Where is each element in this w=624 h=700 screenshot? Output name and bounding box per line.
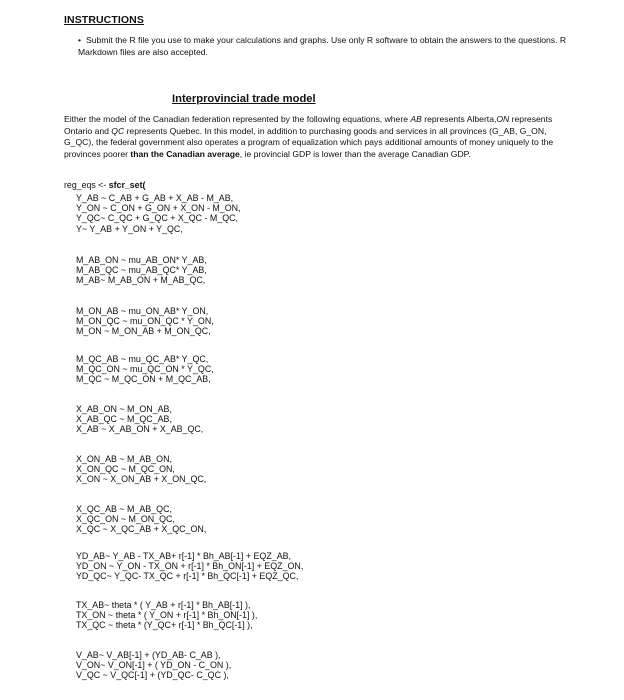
- model-intro-paragraph: [64, 114, 564, 160]
- equation-block: [76, 600, 257, 631]
- equation-line: M_ON ~ M_ON_AB + M_ON_QC,: [76, 326, 211, 337]
- intro-text-3: represents Ontario and: [64, 114, 553, 136]
- equation-line: X_ON ~ X_ON_AB + X_ON_QC,: [76, 474, 207, 485]
- instructions-bullet-text: Submit the R file you use to make your calculations and graphs. Use only R software to obtain the answers to the questions. R Markdown files are also accepted.: [78, 35, 567, 57]
- intro-text-2: represents Alberta,: [421, 114, 497, 124]
- equation-block: [76, 504, 206, 535]
- equation-line: M_AB_QC ~ mu_AB_QC* Y_AB,: [76, 265, 207, 276]
- equation-block: [76, 354, 214, 385]
- equation-line: TX_AB~ theta * ( Y_AB + r[-1] * Bh_AB[-1] ),: [76, 600, 251, 610]
- equation-line: X_QC ~ X_QC_AB + X_QC_ON,: [76, 524, 207, 535]
- code-assign: reg_eqs <-: [64, 180, 109, 190]
- intro-text-5: , ie provincial GDP is lower than the average Canadian GDP.: [239, 148, 471, 159]
- equation-line: X_ON_AB ~ M_AB_ON,: [76, 454, 172, 464]
- equation-line: V_ON~ V_ON[-1] + ( YD_ON - C_ON ),: [76, 660, 232, 671]
- bullet-icon: •: [78, 35, 82, 45]
- equation-block: [76, 193, 240, 234]
- equation-block: [76, 255, 207, 286]
- equation-line: M_ON_AB ~ mu_ON_AB* Y_ON,: [76, 306, 209, 316]
- equation-line: X_QC_AB ~ M_AB_QC,: [76, 504, 172, 514]
- equation-line: YD_ON ~ Y_ON - TX_ON + r[-1] * Bh_ON[-1] + EQZ_ON,: [76, 561, 304, 572]
- equation-line: X_AB ~ X_AB_ON + X_AB_QC,: [76, 424, 204, 435]
- equation-block: [76, 454, 206, 485]
- intro-text-1: Either the model of the Canadian federation represented by the following equations, where: [64, 114, 411, 124]
- equation-block: [76, 306, 214, 337]
- equation-block: [76, 650, 231, 681]
- equation-block: [76, 404, 203, 435]
- model-title: Interprovincial trade model: [172, 93, 316, 105]
- intro-bold-text: than the Canadian average: [130, 148, 240, 159]
- equation-line: X_ON_QC ~ M_QC_ON,: [76, 464, 175, 475]
- equation-line: X_AB_QC ~ M_QC_AB,: [76, 414, 172, 425]
- equation-line: Y_AB ~ C_AB + G_AB + X_AB - M_AB,: [76, 193, 234, 203]
- equation-line: Y_QC~ C_QC + G_QC + X_QC - M_QC,: [76, 213, 239, 224]
- equation-line: YD_AB~ Y_AB - TX_AB+ r[-1] * Bh_AB[-1] + EQZ_AB,: [76, 551, 291, 561]
- equation-line: X_QC_ON ~ M_ON_QC,: [76, 514, 175, 525]
- code-function-name: sfcr_set(: [108, 180, 146, 190]
- equation-line: M_AB_ON ~ mu_AB_ON* Y_AB,: [76, 255, 207, 265]
- intro-on: ON: [496, 114, 510, 124]
- equation-line: TX_ON ~ theta * ( Y_ON + r[-1] * Bh_ON[-1] ),: [76, 610, 258, 621]
- intro-ab: AB: [410, 114, 422, 124]
- instructions-heading: INSTRUCTIONS: [64, 14, 144, 26]
- instructions-bullet: [78, 35, 598, 58]
- equation-line: M_QC ~ M_QC_ON + M_QC_AB,: [76, 374, 211, 385]
- equation-line: Y_ON ~ C_ON + G_ON + X_ON - M_ON,: [76, 203, 241, 214]
- equation-line: V_QC ~ V_QC[-1] + (YD_QC- C_QC ),: [76, 670, 229, 681]
- equation-line: M_QC_ON ~ mu_QC_ON * Y_QC,: [76, 364, 214, 375]
- intro-qc: QC: [111, 125, 125, 136]
- equation-block: [76, 551, 303, 582]
- equation-line: Y~ Y_AB + Y_ON + Y_QC,: [76, 223, 183, 234]
- code-start-line: [64, 180, 145, 190]
- equation-line: V_AB~ V_AB[-1] + (YD_AB- C_AB ),: [76, 650, 221, 660]
- equation-line: X_AB_ON ~ M_ON_AB,: [76, 404, 172, 414]
- equation-line: M_ON_QC ~ mu_ON_QC * Y_ON,: [76, 316, 214, 327]
- equation-line: TX_QC ~ theta * (Y_QC+ r[-1] * Bh_QC[-1] ),: [76, 620, 253, 631]
- equation-line: M_AB~ M_AB_ON + M_AB_QC,: [76, 275, 206, 286]
- intro-text-4: represents Quebec. In this model, in addition to purchasing goods and services in all provinces (G_AB, G_ON, G_QC), the federal government also operates a program of equalization which pays additional amounts of money uniquely to the provinces poorer: [64, 125, 554, 159]
- equation-line: YD_QC~ Y_QC- TX_QC + r[-1] * Bh_QC[-1] + EQZ_QC,: [76, 571, 299, 582]
- equation-line: M_QC_AB ~ mu_QC_AB* Y_QC,: [76, 354, 209, 364]
